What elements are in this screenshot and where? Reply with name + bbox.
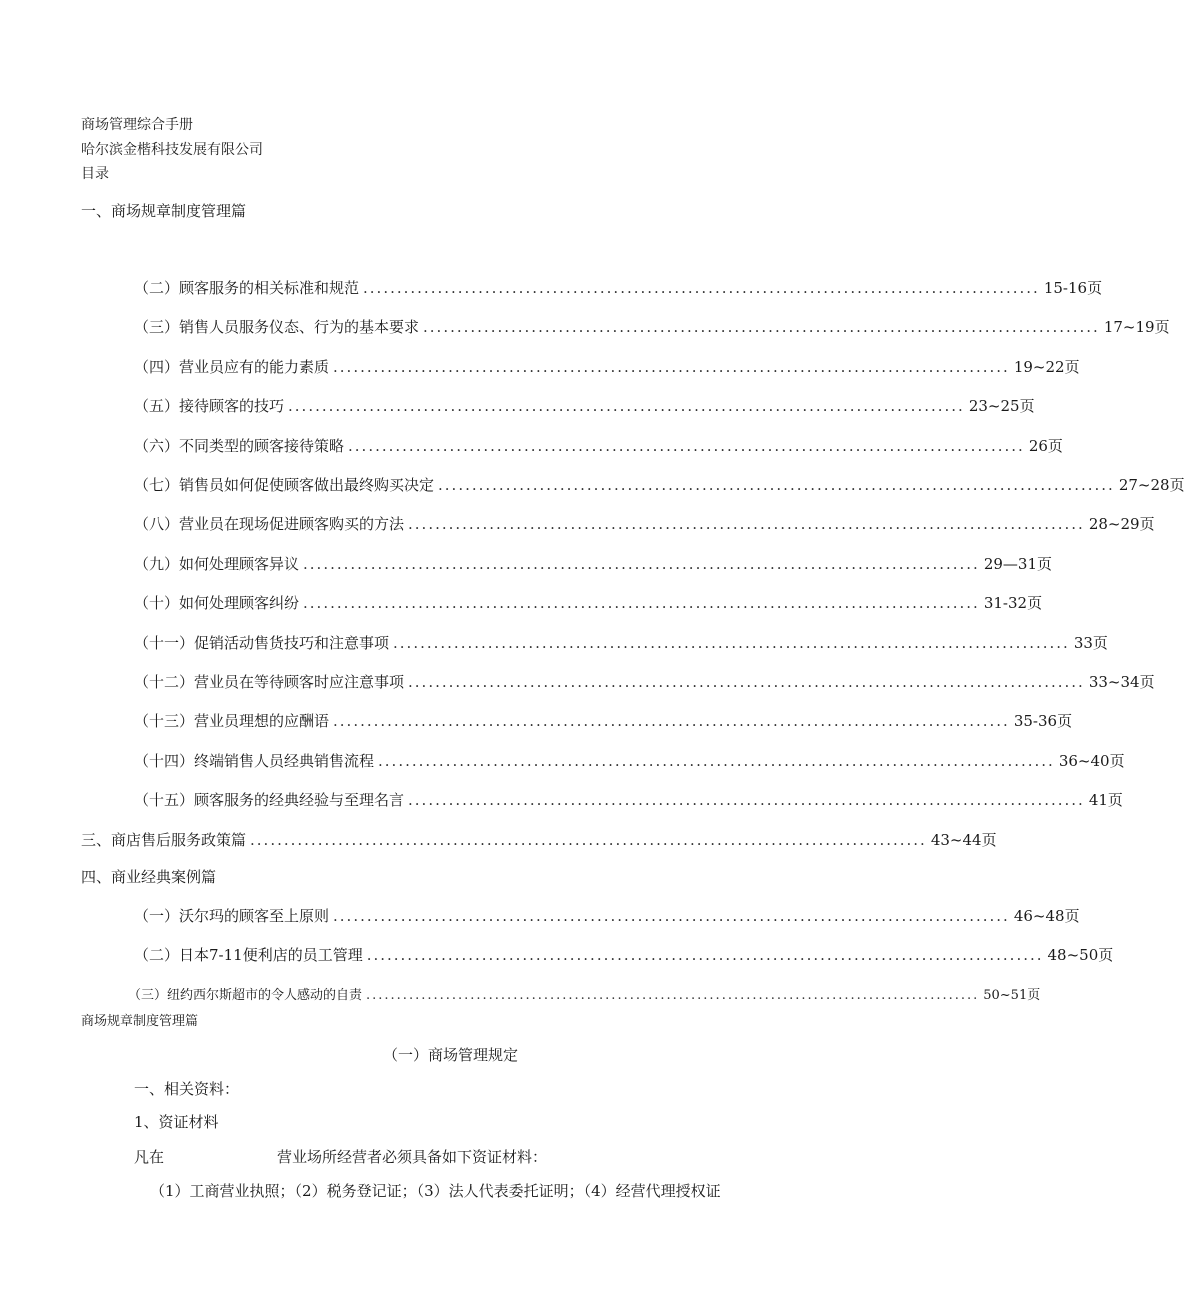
toc-entry-page: 35-36页 <box>1013 712 1073 730</box>
toc-entry-page: 33~34页 <box>1088 673 1155 691</box>
body-heading-1: 一、相关资料： <box>134 1080 240 1098</box>
body-section-title: 商场规章制度管理篇 <box>81 1014 199 1029</box>
leader-dots: .................................................................................................... <box>366 946 1044 964</box>
toc-entry-page: 19~22页 <box>1013 358 1080 376</box>
toc-entry[interactable] <box>134 356 1080 377</box>
leader-dots: .................................................................................................... <box>333 712 1010 730</box>
toc-entry-page: 29—31页 <box>983 555 1053 573</box>
toc-entry-label: （十四）终端销售人员经典销售流程 <box>134 752 375 770</box>
toc-entry[interactable] <box>134 474 1185 495</box>
toc-entry[interactable] <box>134 671 1155 692</box>
toc-entry-label: （十二）营业员在等待顾客时应注意事项 <box>134 673 405 691</box>
leader-dots: .................................................................................................... <box>366 988 980 1003</box>
toc-entry[interactable] <box>134 513 1155 534</box>
toc-entry[interactable] <box>134 395 1035 416</box>
case-entry[interactable] <box>128 984 1041 1003</box>
toc-entry[interactable] <box>134 750 1125 771</box>
toc-entry[interactable] <box>134 789 1123 810</box>
document-title: 商场管理综合手册 <box>81 117 193 133</box>
section-1-heading: 一、商场规章制度管理篇 <box>81 202 247 220</box>
toc-entry-page: 31-32页 <box>983 594 1043 612</box>
leader-dots: .................................................................................................... <box>423 318 1100 336</box>
toc-entry-label: （八）营业员在现场促进顾客购买的方法 <box>134 515 405 533</box>
toc-entry-page: 17~19页 <box>1103 318 1170 336</box>
toc-entry-label: 三、商店售后服务政策篇 <box>81 831 247 849</box>
toc-entry-page: 28~29页 <box>1088 515 1155 533</box>
case-entry-label: （一）沃尔玛的顾客至上原则 <box>134 907 330 925</box>
toc-entry-label: （十五）顾客服务的经典经验与至理名言 <box>134 791 405 809</box>
toc-entry-label: （二）顾客服务的相关标准和规范 <box>134 279 360 297</box>
section-4-heading: 四、商业经典案例篇 <box>81 868 217 886</box>
leader-dots: .................................................................................................... <box>408 515 1085 533</box>
leader-dots: .................................................................................................... <box>438 476 1115 494</box>
toc-label: 目录 <box>81 166 109 182</box>
leader-dots: .................................................................................................... <box>378 752 1055 770</box>
toc-entry-label: （三）销售人员服务仪态、行为的基本要求 <box>134 318 420 336</box>
body-subtitle: （一）商场管理规定 <box>383 1046 519 1064</box>
leader-dots: .................................................................................................... <box>333 358 1010 376</box>
toc-entry-page: 36~40页 <box>1058 752 1125 770</box>
body-heading-2: 1、资证材料 <box>134 1113 219 1131</box>
leader-dots: .................................................................................................... <box>288 397 965 415</box>
leader-dots: .................................................................................................... <box>303 594 980 612</box>
toc-entry-page: 43~44页 <box>930 831 997 849</box>
company-name: 哈尔滨金楷科技发展有限公司 <box>81 142 263 158</box>
toc-entry-label: （七）销售员如何促使顾客做出最终购买决定 <box>134 476 435 494</box>
toc-entry-page: 23~25页 <box>968 397 1035 415</box>
case-entry-label: （三）纽约西尔斯超市的令人感动的自责 <box>128 988 363 1003</box>
leader-dots: .................................................................................................... <box>363 279 1040 297</box>
body-paragraph-lead: 凡在 <box>134 1148 165 1166</box>
leader-dots: .................................................................................................... <box>393 634 1070 652</box>
toc-entry[interactable] <box>134 592 1043 613</box>
toc-entry-label: （六）不同类型的顾客接待策略 <box>134 437 345 455</box>
case-entry[interactable] <box>134 944 1114 965</box>
leader-dots: .................................................................................................... <box>348 437 1025 455</box>
toc-entry-label: （十）如何处理顾客纠纷 <box>134 594 300 612</box>
toc-entry-label: （十一）促销活动售货技巧和注意事项 <box>134 634 390 652</box>
body-paragraph-rest: 营业场所经营者必须具备如下资证材料： <box>277 1148 548 1166</box>
toc-entry-page: 15-16页 <box>1043 279 1103 297</box>
toc-entry[interactable] <box>134 553 1053 574</box>
toc-entry-label: （五）接待顾客的技巧 <box>134 397 285 415</box>
toc-entry[interactable] <box>134 435 1063 456</box>
toc-entry-label: （十三）营业员理想的应酬语 <box>134 712 330 730</box>
case-entry-page: 48~50页 <box>1047 946 1114 964</box>
toc-entry-section-3[interactable] <box>81 829 997 850</box>
leader-dots: .................................................................................................... <box>303 555 980 573</box>
toc-entry[interactable] <box>134 632 1108 653</box>
toc-entry[interactable] <box>134 277 1103 298</box>
leader-dots: .................................................................................................... <box>408 673 1085 691</box>
case-entry-page: 50~51页 <box>983 988 1041 1003</box>
leader-dots: .................................................................................................... <box>333 907 1010 925</box>
toc-entry-page: 41页 <box>1088 791 1123 809</box>
case-entry[interactable] <box>134 905 1080 926</box>
toc-entry-label: （四）营业员应有的能力素质 <box>134 358 330 376</box>
case-entry-page: 46~48页 <box>1013 907 1080 925</box>
toc-entry[interactable] <box>134 710 1073 731</box>
toc-entry[interactable] <box>134 316 1170 337</box>
leader-dots: .................................................................................................... <box>250 831 927 849</box>
toc-entry-page: 27~28页 <box>1118 476 1185 494</box>
leader-dots: .................................................................................................... <box>408 791 1085 809</box>
case-entry-label: （二）日本7-11便利店的员工管理 <box>134 946 363 964</box>
body-paragraph-items: （1）工商营业执照；（2）税务登记证；（3）法人代表委托证明；（4）经营代理授权证 <box>150 1182 721 1200</box>
toc-entry-page: 26页 <box>1028 437 1063 455</box>
toc-entry-label: （九）如何处理顾客异议 <box>134 555 300 573</box>
toc-entry-page: 33页 <box>1073 634 1108 652</box>
